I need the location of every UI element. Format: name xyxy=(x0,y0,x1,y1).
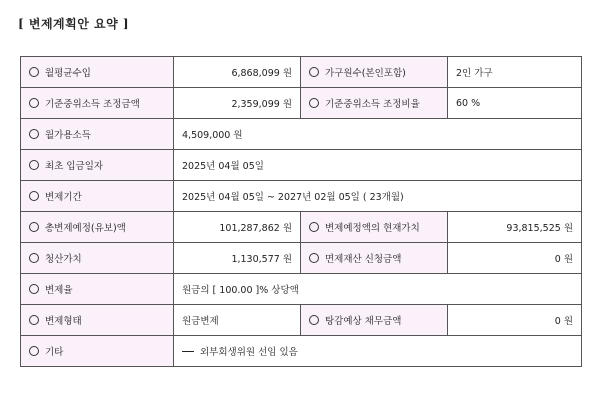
circle-bullet-icon xyxy=(29,284,39,294)
label-monthly-income: 월평균수입 xyxy=(45,68,91,79)
table-row xyxy=(21,150,582,181)
circle-bullet-icon xyxy=(29,67,39,77)
label-exempt-property: 면제재산 신청금액 xyxy=(325,254,402,265)
value-disposable-income: 4,509,000 원 xyxy=(174,119,582,150)
label-cell xyxy=(21,57,174,88)
label-cell xyxy=(21,150,174,181)
value-household: 2인 가구 xyxy=(448,57,582,88)
label-median-adjust-amount: 기준중위소득 조정금액 xyxy=(45,99,140,110)
circle-bullet-icon xyxy=(309,315,319,325)
dash-bullet-icon xyxy=(182,351,194,352)
label-median-adjust-ratio: 기준중위소득 조정비율 xyxy=(325,99,420,110)
circle-bullet-icon xyxy=(309,253,319,263)
page-title: [ 변제계획안 요약 ] xyxy=(18,17,130,31)
circle-bullet-icon xyxy=(29,98,39,108)
value-total-repayment: 101,287,862 원 xyxy=(174,212,301,243)
table-row xyxy=(21,305,582,336)
table-row xyxy=(21,274,582,305)
label-cell xyxy=(301,88,448,119)
value-repayment-rate: 원금의 [ 100.00 ]% 상당액 xyxy=(174,274,582,305)
circle-bullet-icon xyxy=(29,129,39,139)
label-cell xyxy=(21,243,174,274)
table-row xyxy=(21,119,582,150)
value-monthly-income: 6,868,099 원 xyxy=(174,57,301,88)
label-cell xyxy=(21,336,174,367)
label-cell xyxy=(301,243,448,274)
value-first-payment-date: 2025년 04월 05일 xyxy=(174,150,582,181)
label-cell xyxy=(301,212,448,243)
value-repayment-type: 원금변제 xyxy=(174,305,301,336)
circle-bullet-icon xyxy=(29,346,39,356)
table-row xyxy=(21,88,582,119)
label-cell xyxy=(21,274,174,305)
value-median-adjust-ratio: 60 % xyxy=(448,88,582,119)
label-other: 기타 xyxy=(45,347,64,358)
label-cell xyxy=(21,305,174,336)
circle-bullet-icon xyxy=(29,315,39,325)
value-expected-decrease: 0 원 xyxy=(448,305,582,336)
value-cell-other xyxy=(174,336,582,367)
label-repayment-rate: 변제율 xyxy=(45,285,73,296)
value-repayment-period: 2025년 04월 05일 ~ 2027년 02월 05일 ( 23개월) xyxy=(174,181,582,212)
value-median-adjust-amount: 2,359,099 원 xyxy=(174,88,301,119)
label-present-value: 변제예정액의 현재가치 xyxy=(325,223,420,234)
value-other: 외부회생위원 선임 있음 xyxy=(200,347,298,358)
label-first-payment-date: 최초 입금일자 xyxy=(45,161,104,172)
value-exempt-property: 0 원 xyxy=(448,243,582,274)
table-row xyxy=(21,243,582,274)
label-cell xyxy=(301,305,448,336)
circle-bullet-icon xyxy=(29,222,39,232)
table-row xyxy=(21,57,582,88)
label-household: 가구원수(본인포함) xyxy=(325,68,406,79)
table-row xyxy=(21,336,582,367)
label-cell xyxy=(21,212,174,243)
summary-table xyxy=(20,56,582,367)
table-row xyxy=(21,212,582,243)
label-liquidation-value: 청산가치 xyxy=(45,254,82,265)
label-repayment-type: 변제형태 xyxy=(45,316,82,327)
label-total-repayment: 총변제예정(유보)액 xyxy=(45,223,126,234)
circle-bullet-icon xyxy=(309,222,319,232)
value-liquidation-value: 1,130,577 원 xyxy=(174,243,301,274)
label-cell xyxy=(21,119,174,150)
circle-bullet-icon xyxy=(29,253,39,263)
value-present-value: 93,815,525 원 xyxy=(448,212,582,243)
circle-bullet-icon xyxy=(29,160,39,170)
label-cell xyxy=(301,57,448,88)
label-cell xyxy=(21,88,174,119)
label-expected-decrease: 탕감예상 채무금액 xyxy=(325,316,402,327)
circle-bullet-icon xyxy=(309,98,319,108)
label-disposable-income: 월가용소득 xyxy=(45,130,91,141)
circle-bullet-icon xyxy=(309,67,319,77)
label-cell xyxy=(21,181,174,212)
label-repayment-period: 변제기간 xyxy=(45,192,82,203)
circle-bullet-icon xyxy=(29,191,39,201)
table-row xyxy=(21,181,582,212)
